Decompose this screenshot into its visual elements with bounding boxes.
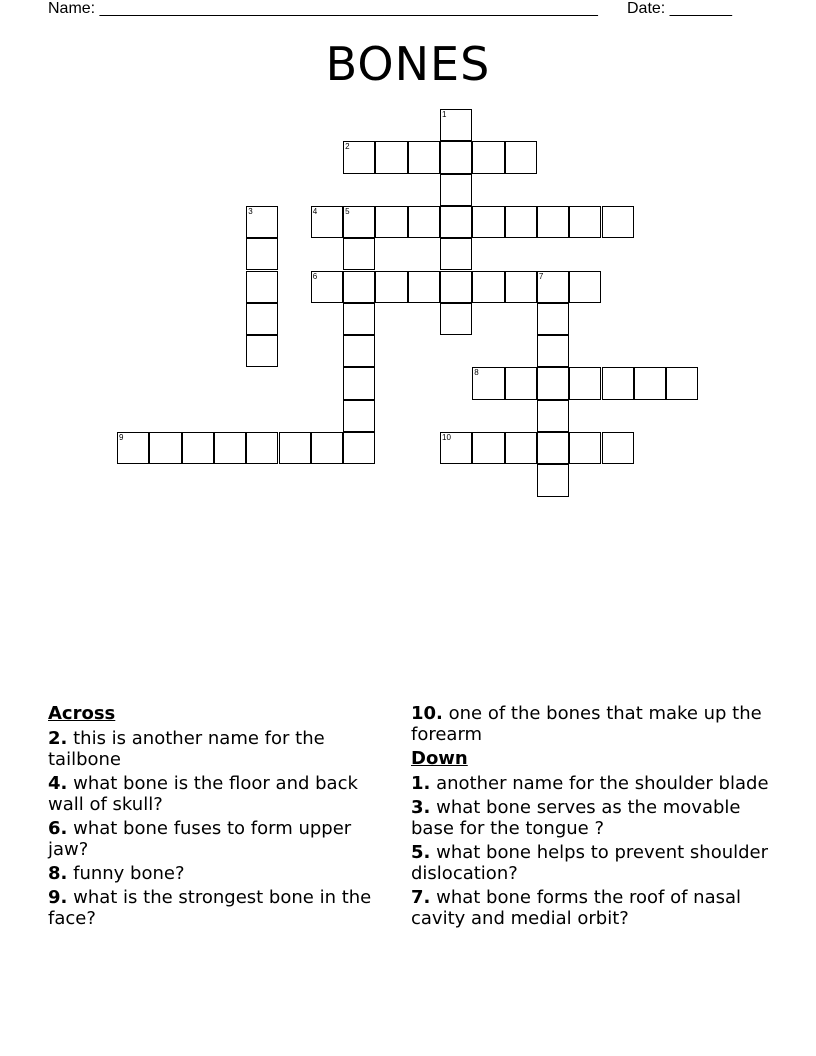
down-clue: [411, 842, 771, 884]
crossword-cell[interactable]: [279, 432, 311, 464]
clue-number-label: 4: [312, 206, 318, 216]
crossword-cell[interactable]: [343, 335, 375, 367]
clue-text: what bone forms the roof of nasal cavity and medial orbit?: [411, 887, 742, 929]
clue-text: what bone helps to prevent shoulder dislocation?: [411, 842, 769, 884]
crossword-cell[interactable]: [408, 206, 440, 238]
crossword-cell[interactable]: [343, 141, 375, 173]
crossword-cell[interactable]: [505, 432, 537, 464]
clue-number: 1.: [411, 773, 431, 794]
crossword-cell[interactable]: [408, 271, 440, 303]
crossword-cell[interactable]: [569, 432, 601, 464]
crossword-cell[interactable]: [311, 271, 343, 303]
clue-text: another name for the shoulder blade: [436, 773, 769, 794]
crossword-cell[interactable]: [569, 206, 601, 238]
crossword-cell[interactable]: [472, 367, 504, 399]
crossword-cell[interactable]: [472, 141, 504, 173]
crossword-cell[interactable]: [246, 303, 278, 335]
clue-number: 3.: [411, 797, 431, 818]
crossword-cell[interactable]: [440, 238, 472, 270]
crossword-cell[interactable]: [149, 432, 181, 464]
crossword-cell[interactable]: [343, 271, 375, 303]
crossword-cell[interactable]: [537, 432, 569, 464]
crossword-cell[interactable]: [246, 271, 278, 303]
clue-text: one of the bones that make up the forearm: [411, 703, 762, 745]
date-field: Date: _______: [627, 0, 732, 17]
clue-number: 8.: [48, 863, 68, 884]
crossword-cell[interactable]: [214, 432, 246, 464]
crossword-cell[interactable]: [246, 238, 278, 270]
crossword-cell[interactable]: [343, 303, 375, 335]
clue-number: 10.: [411, 703, 443, 724]
clue-number: 4.: [48, 773, 68, 794]
across-clue: [48, 728, 393, 770]
clue-number: 6.: [48, 818, 68, 839]
crossword-cell[interactable]: [569, 367, 601, 399]
crossword-cell[interactable]: [472, 432, 504, 464]
down-clue: [411, 797, 771, 839]
crossword-cell[interactable]: [440, 206, 472, 238]
crossword-cell[interactable]: [537, 464, 569, 496]
crossword-cell[interactable]: [537, 400, 569, 432]
clue-text: what bone fuses to form upper jaw?: [48, 818, 352, 860]
crossword-cell[interactable]: [440, 271, 472, 303]
crossword-cell[interactable]: [537, 367, 569, 399]
crossword-cell[interactable]: [602, 432, 634, 464]
crossword-cell[interactable]: [246, 206, 278, 238]
crossword-cell[interactable]: [602, 367, 634, 399]
crossword-cell[interactable]: [246, 335, 278, 367]
crossword-cell[interactable]: [375, 141, 407, 173]
crossword-cell[interactable]: [537, 206, 569, 238]
crossword-cell[interactable]: [440, 432, 472, 464]
crossword-cell[interactable]: [343, 432, 375, 464]
clue-number-label: 10: [442, 433, 451, 442]
crossword-cell[interactable]: [537, 303, 569, 335]
clue-number-label: 7: [538, 271, 544, 281]
page-title: BONES: [325, 37, 491, 91]
clue-text: what bone serves as the movable base for the tongue ?: [411, 797, 741, 839]
clues-right-column: [411, 703, 771, 932]
crossword-cell[interactable]: [117, 432, 149, 464]
clue-number: 5.: [411, 842, 431, 863]
crossword-cell[interactable]: [440, 109, 472, 141]
clue-number: 9.: [48, 887, 68, 908]
clue-text: what bone is the floor and back wall of skull?: [48, 773, 358, 815]
crossword-cell[interactable]: [246, 432, 278, 464]
crossword-cell[interactable]: [602, 206, 634, 238]
across-clue: [48, 818, 393, 860]
clue-number-label: 3: [248, 206, 253, 216]
crossword-cell[interactable]: [440, 303, 472, 335]
crossword-cell[interactable]: [311, 432, 343, 464]
name-field: Name: ________________________________________________________: [48, 0, 598, 17]
crossword-cell[interactable]: [182, 432, 214, 464]
crossword-cell[interactable]: [472, 206, 504, 238]
clue-text: funny bone?: [73, 863, 185, 884]
clues-left-column: [48, 703, 393, 932]
across-clue: [411, 703, 771, 745]
crossword-cell[interactable]: [343, 367, 375, 399]
down-clue: [411, 887, 771, 929]
crossword-cell[interactable]: [505, 206, 537, 238]
crossword-cell[interactable]: [569, 271, 601, 303]
crossword-cell[interactable]: [537, 335, 569, 367]
crossword-cell[interactable]: [375, 206, 407, 238]
crossword-cell[interactable]: [505, 367, 537, 399]
clue-number-label: 5: [345, 206, 350, 216]
clue-number-label: 2: [345, 142, 350, 152]
crossword-cell[interactable]: [343, 238, 375, 270]
clue-number-label: 1: [442, 110, 447, 119]
crossword-cell[interactable]: [666, 367, 698, 399]
crossword-cell[interactable]: [537, 271, 569, 303]
across-clue: [48, 863, 393, 884]
crossword-cell[interactable]: [375, 271, 407, 303]
crossword-cell[interactable]: [343, 206, 375, 238]
clue-number: 7.: [411, 887, 431, 908]
crossword-cell[interactable]: [311, 206, 343, 238]
clue-text: what is the strongest bone in the face?: [48, 887, 372, 929]
crossword-cell[interactable]: [472, 271, 504, 303]
clue-number: 2.: [48, 728, 68, 749]
crossword-cell[interactable]: [505, 141, 537, 173]
crossword-grid: [117, 109, 699, 499]
down-clue: [411, 773, 771, 794]
across-clue: [48, 773, 393, 815]
across-clue: [48, 887, 393, 929]
down-heading: Down: [411, 748, 468, 769]
clue-number-label: 6: [312, 271, 318, 281]
clue-text: this is another name for the tailbone: [48, 728, 325, 770]
crossword-cell[interactable]: [634, 367, 666, 399]
clue-number-label: 9: [119, 433, 124, 442]
across-heading: Across: [48, 703, 116, 724]
crossword-cell[interactable]: [440, 174, 472, 206]
crossword-cell[interactable]: [440, 141, 472, 173]
clue-number-label: 8: [474, 368, 479, 378]
crossword-cell[interactable]: [505, 271, 537, 303]
crossword-cell[interactable]: [408, 141, 440, 173]
crossword-cell[interactable]: [343, 400, 375, 432]
